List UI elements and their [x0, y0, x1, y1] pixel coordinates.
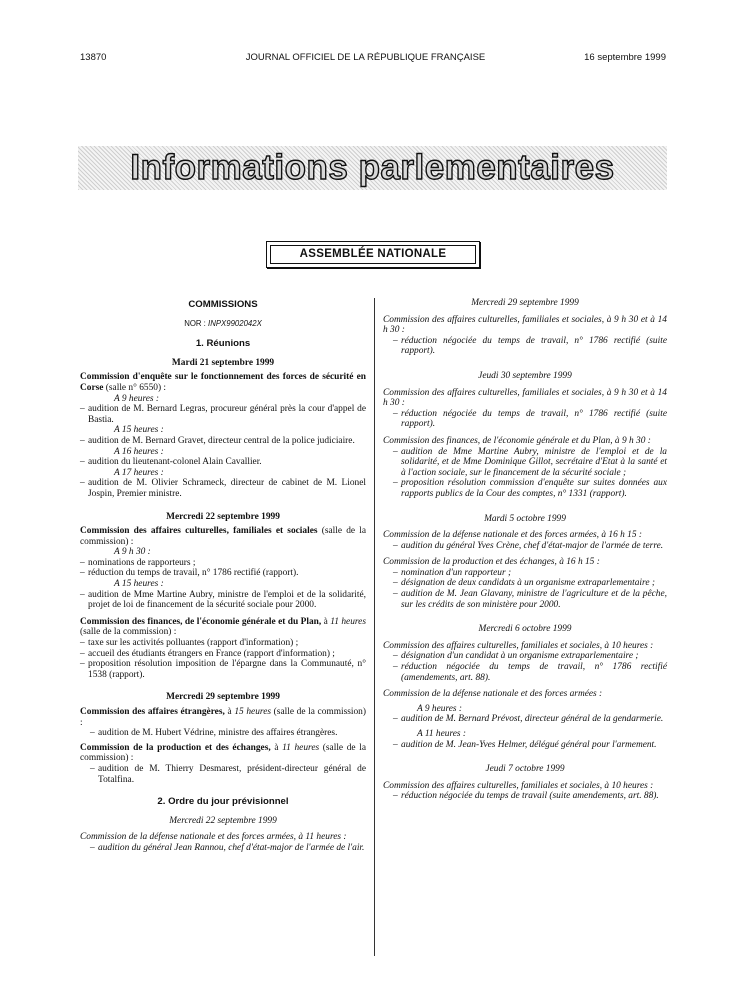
- agenda-item: – audition de M. Olivier Schrameck, directeur de cabinet de M. Lionel Jospin, Premier ministre.: [80, 478, 366, 499]
- time-label: A 9 heures :: [114, 393, 160, 404]
- commission-name: Commission des affaires culturelles, familiales et sociales: [80, 526, 318, 537]
- commission-name: Commission de la production et des échanges,: [80, 742, 271, 753]
- commission-name: Commission des affaires étrangères,: [80, 707, 225, 717]
- commission-time: 11 heures: [282, 742, 320, 753]
- commission-entry: Commission de la défense nationale et des forces armées, à 16 h 15 :: [383, 530, 642, 541]
- commission-name: Commission d'enquête sur le fonctionnement des forces de sécurité en Corse: [80, 372, 366, 393]
- commission-name: Commission des finances, de l'économie générale et du Plan,: [80, 616, 322, 627]
- journal-title: JOURNAL OFFICIEL DE LA RÉPUBLIQUE FRANÇAISE: [245, 52, 486, 63]
- date-heading: Mardi 21 septembre 1999: [171, 357, 275, 368]
- agenda-item: – audition de Mme Martine Aubry, ministre de l'emploi et de la solidarité, projet de loi de financement de la sécurité sociale pour 2000.: [80, 590, 366, 611]
- agenda-item: – audition de M. Jean Glavany, ministre de l'agriculture et de la pêche, sur les crédits de son ministère pour 2000.: [393, 589, 667, 610]
- agenda-item: – audition du général Yves Crène, chef d'état-major de l'armée de terre.: [393, 541, 667, 552]
- commissions-heading: COMMISSIONS: [188, 299, 258, 310]
- agenda-item: – réduction négociée du temps de travail, n° 1786 rectifié (suite rapport).: [393, 409, 667, 430]
- agenda-item: – réduction négociée du temps de travail (suite amendements, art. 88).: [393, 791, 667, 802]
- agenda-item: – réduction négociée du temps de travail, n° 1786 rectifié (amendements, art. 88).: [393, 662, 667, 683]
- commission-room: (salle de la commission) :: [80, 627, 177, 638]
- agenda-item: – audition de M. Bernard Gravet, directeur central de la police judiciaire.: [80, 436, 366, 447]
- agenda-item: – accueil des étudiants étrangers en France (rapport d'information) ;: [80, 649, 366, 660]
- time-label: A 16 heures :: [114, 446, 164, 457]
- commission-entry: Commission des affaires culturelles, familiales et sociales, à 9 h 30 et à 14 h 30 :: [383, 314, 667, 336]
- left-column: [80, 298, 366, 854]
- date-heading: Jeudi 7 octobre 1999: [485, 764, 565, 775]
- commission-entry: Commission de la défense nationale et des forces armées, à 11 heures :: [80, 832, 347, 843]
- nor-reference: [80, 319, 366, 330]
- banner-title: Informations parlementaires: [130, 148, 615, 187]
- agenda-item: – audition du général Jean Rannou, chef d'état-major de l'armée de l'air.: [90, 843, 366, 854]
- ordre-heading: 2. Ordre du jour prévisionnel: [157, 796, 289, 808]
- date-heading: Mercredi 6 octobre 1999: [478, 624, 572, 635]
- commission-entry: Commission des affaires culturelles, familiales et sociales, à 9 h 30 et à 14 h 30 :: [383, 387, 667, 409]
- connector-text: à: [321, 616, 331, 627]
- right-column: [383, 298, 667, 802]
- commission-entry: Commission de la défense nationale et des forces armées :: [383, 689, 603, 700]
- commission-time: 15 heures: [234, 707, 272, 717]
- commission-room: (salle n° 6550) :: [103, 382, 167, 393]
- agenda-item: – audition de M. Bernard Prévost, directeur général de la gendarmerie.: [393, 714, 667, 725]
- commission-entry: Commission des affaires culturelles, familiales et sociales, à 10 heures :: [383, 780, 654, 791]
- date-heading: Mercredi 29 septembre 1999: [471, 298, 579, 308]
- section-banner: [78, 146, 667, 190]
- commission-entry: [80, 372, 366, 393]
- commission-entry: [80, 526, 366, 547]
- agenda-item: – audition de M. Jean-Yves Helmer, délégué général pour l'armement.: [393, 740, 667, 751]
- agenda-item: – audition de M. Bernard Legras, procureur général près la cour d'appel de Bastia.: [80, 404, 366, 425]
- agenda-item: – nomination d'un rapporteur ;: [393, 568, 667, 579]
- commission-entry: [80, 617, 366, 638]
- column-divider: [374, 298, 375, 956]
- agenda-item: – réduction du temps de travail, n° 1786 rectifié (rapport).: [80, 568, 366, 579]
- agenda-item: – proposition résolution imposition de l'épargne dans la Communauté, n° 1538 (rapport).: [80, 659, 366, 680]
- commission-entry: Commission des affaires culturelles, familiales et sociales, à 10 heures :: [383, 640, 654, 651]
- agenda-item: – proposition résolution commission d'enquête sur suites données aux rapports publics de la Cour des comptes, n° 1331 (rapport).: [393, 478, 667, 499]
- commission-room: (salle de la commission) :: [80, 707, 366, 728]
- date-heading: Mardi 5 octobre 1999: [484, 513, 566, 524]
- time-label: A 15 heures :: [114, 579, 164, 590]
- connector-text: à: [224, 707, 235, 717]
- agenda-item: – audition de Mme Martine Aubry, ministre de l'emploi et de la solidarité, et de Mme Dominique Gillot, secrétaire d'Etat à la santé et à l'action sociale, sur le financement de la sécurité sociale ;: [393, 447, 667, 479]
- commission-entry: Commission des finances, de l'économie générale et du Plan, à 9 h 30 :: [383, 435, 651, 446]
- commission-room: (salle de la commission) :: [80, 526, 366, 547]
- assembly-box: [266, 241, 480, 268]
- commission-room: (salle de la commission) :: [80, 742, 366, 764]
- reunions-heading: 1. Réunions: [195, 338, 251, 350]
- commission-entry: [80, 707, 366, 728]
- time-label: A 11 heures :: [417, 729, 467, 739]
- date-heading: Mercredi 29 septembre 1999: [166, 692, 280, 703]
- time-label: A 9 h 30 :: [114, 547, 151, 558]
- time-label: A 9 heures :: [417, 703, 463, 714]
- time-label: A 15 heures :: [114, 425, 164, 436]
- agenda-item: – taxe sur les activités polluantes (rapport d'information) ;: [80, 638, 366, 649]
- date-heading: Jeudi 30 septembre 1999: [478, 370, 572, 381]
- page-number: 13870: [80, 52, 107, 63]
- agenda-item: – audition du lieutenant-colonel Alain Cavallier.: [80, 457, 366, 468]
- commission-entry: [80, 743, 366, 764]
- agenda-item: – désignation d'un candidat à un organisme extraparlementaire ;: [393, 651, 667, 662]
- commission-time: 11 heures: [330, 616, 366, 627]
- date-heading: Mercredi 22 septembre 1999: [166, 511, 280, 522]
- agenda-item: – désignation de deux candidats à un organisme extraparlementaire ;: [393, 578, 667, 589]
- agenda-item: – audition de M. Hubert Védrine, ministre des affaires étrangères.: [90, 728, 366, 739]
- issue-date: 16 septembre 1999: [584, 52, 666, 63]
- connector-text: à: [270, 742, 283, 753]
- commission-entry: Commission de la production et des échanges, à 16 h 15 :: [383, 557, 600, 568]
- date-heading: Mercredi 22 septembre 1999: [169, 815, 277, 826]
- agenda-item: – nominations de rapporteurs ;: [80, 558, 366, 569]
- nor-code: INPX9902042X: [208, 318, 262, 328]
- agenda-item: – audition de M. Thierry Desmarest, président-directeur général de Totalfina.: [90, 764, 366, 785]
- time-label: A 17 heures :: [114, 467, 164, 478]
- nor-label: NOR :: [184, 318, 206, 328]
- assembly-title: ASSEMBLÉE NATIONALE: [270, 245, 476, 264]
- agenda-item: – réduction négociée du temps de travail, n° 1786 rectifié (suite rapport).: [393, 336, 667, 357]
